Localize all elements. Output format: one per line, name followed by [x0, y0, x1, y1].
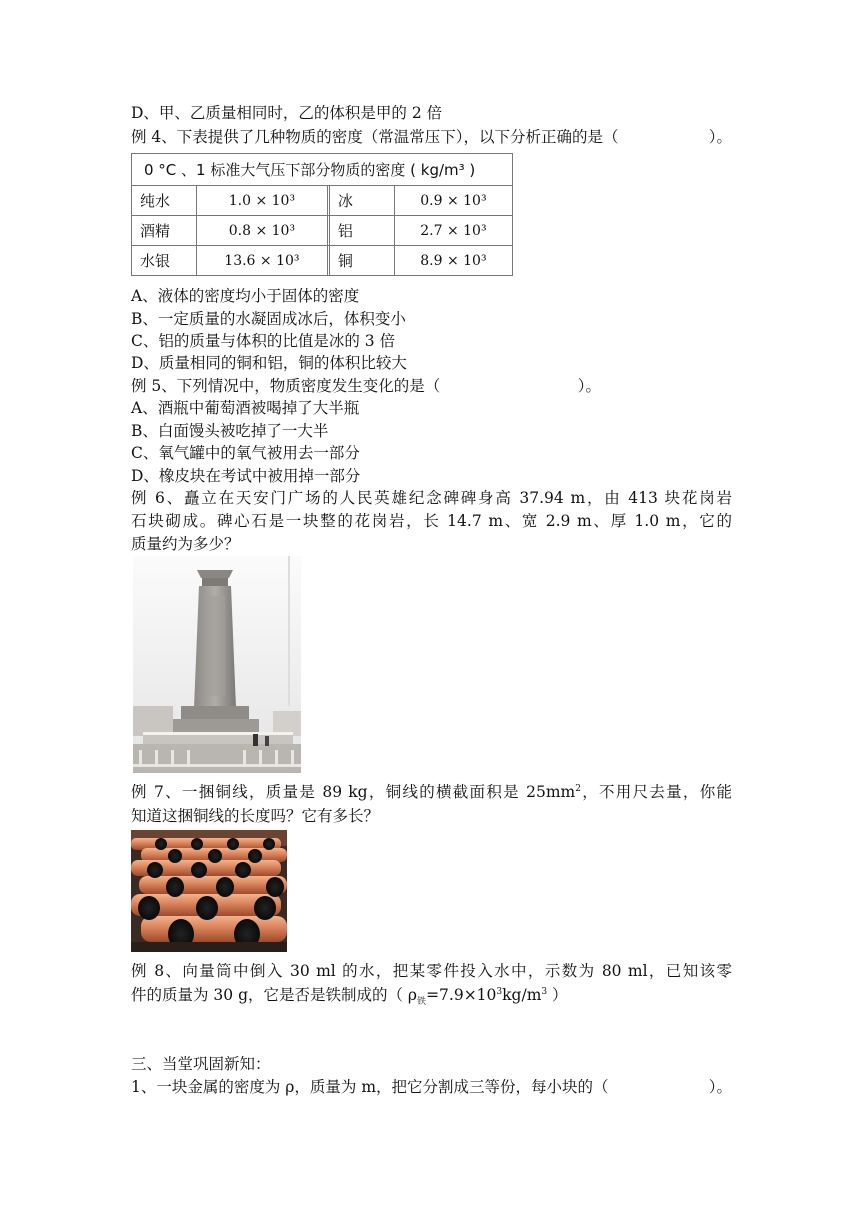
ex8-text-b: =7.9×10: [426, 986, 497, 1004]
table-cell: 2.7 × 10³: [394, 216, 512, 246]
example-8-line1: 例 8、向量筒中倒入 30 ml 的水，把某零件投入水中，示数为 80 ml，已知该零: [131, 962, 732, 980]
density-table: [131, 153, 513, 276]
ex8-subscript: 铁: [417, 997, 427, 1008]
ex7-text-b: ，不用尺去量，你能: [580, 783, 732, 801]
section-3-heading: 三、当堂巩固新知：: [131, 1055, 271, 1073]
ex5-option-b: B、白面馒头被吃掉了一大半: [131, 422, 329, 440]
copper-wire-photo: [131, 830, 287, 952]
monument-photo: [133, 556, 301, 773]
table-cell: 1.0 × 10³: [197, 186, 328, 216]
ex5-text: 例 5、下列情况中，物质密度发生变化的是（: [131, 377, 441, 395]
ex8-text-a: 件的质量为 30 g，它是否是铁制成的（ ρ: [131, 986, 418, 1004]
ex5-option-a: A、酒瓶中葡萄酒被喝掉了大半瓶: [131, 399, 360, 417]
ex5-option-d: D、橡皮块在考试中被用掉一部分: [131, 467, 361, 485]
table-caption: 0 °C 、1 标准大气压下部分物质的密度 ( kg/m³ ): [132, 154, 513, 186]
ex4-option-a: A、液体的密度均小于固体的密度: [131, 287, 360, 305]
table-cell: 铝: [329, 216, 394, 246]
ex4-bracket-end: ）。: [708, 128, 732, 146]
ex4-option-d: D、质量相同的铜和铝，铜的体积比较大: [131, 354, 407, 372]
ex4-option-b: B、一定质量的水凝固成冰后，体积变小: [131, 310, 406, 328]
example-4-question: [131, 126, 732, 148]
ex5-bracket-end: ）。: [577, 377, 601, 395]
table-row: [132, 186, 513, 216]
example-6-line3: 质量约为多少？: [131, 535, 240, 553]
ex4-text: 例 4、下表提供了几种物质的密度（常温常压下），以下分析正确的是（: [131, 128, 619, 146]
table-cell: 0.8 × 10³: [197, 216, 328, 246]
table-cell: 8.9 × 10³: [394, 246, 512, 276]
example-5-question: [131, 375, 601, 397]
table-cell: 13.6 × 10³: [197, 246, 328, 276]
q1-bracket-end: ）。: [708, 1078, 732, 1096]
table-row: [132, 216, 513, 246]
example-8-line2: [131, 984, 568, 1006]
table-cell: 0.9 × 10³: [394, 186, 512, 216]
table-cell: 冰: [329, 186, 394, 216]
question-1: [131, 1076, 732, 1098]
table-cell: 铜: [329, 246, 394, 276]
ex7-superscript: 2: [575, 783, 581, 794]
option-d-prev: D、甲、乙质量相同时，乙的体积是甲的 2 倍: [131, 104, 443, 122]
table-row: [132, 246, 513, 276]
ex8-superscript-1: 3: [496, 986, 503, 997]
example-7-line1: [131, 781, 732, 803]
example-7-line2: 知道这捆铜线的长度吗？它有多长？: [131, 807, 380, 825]
ex7-text-a: 例 7、一捆铜线，质量是 89 kg，铜线的横截面积是 25mm: [131, 783, 576, 801]
example-6-line1: 例 6、矗立在天安门广场的人民英雄纪念碑碑身高 37.94 m，由 413 块花岗岩: [131, 489, 732, 507]
ex5-option-c: C、氧气罐中的氧气被用去一部分: [131, 444, 360, 462]
ex8-superscript-2: 3: [541, 986, 548, 997]
ex4-option-c: C、铝的质量与体积的比值是冰的 3 倍: [131, 332, 396, 350]
example-6-line2: 石块砌成。碑心石是一块整的花岗岩，长 14.7 m、宽 2.9 m、厚 1.0 m，它的: [131, 512, 732, 530]
q1-text: 1、一块金属的密度为 ρ，质量为 m，把它分割成三等份，每小块的（: [131, 1078, 609, 1096]
ex8-text-c: kg/m: [502, 986, 542, 1004]
ex8-text-d: ）: [547, 986, 568, 1004]
table-cell: 酒精: [132, 216, 197, 246]
table-cell: 水银: [132, 246, 197, 276]
table-cell: 纯水: [132, 186, 197, 216]
